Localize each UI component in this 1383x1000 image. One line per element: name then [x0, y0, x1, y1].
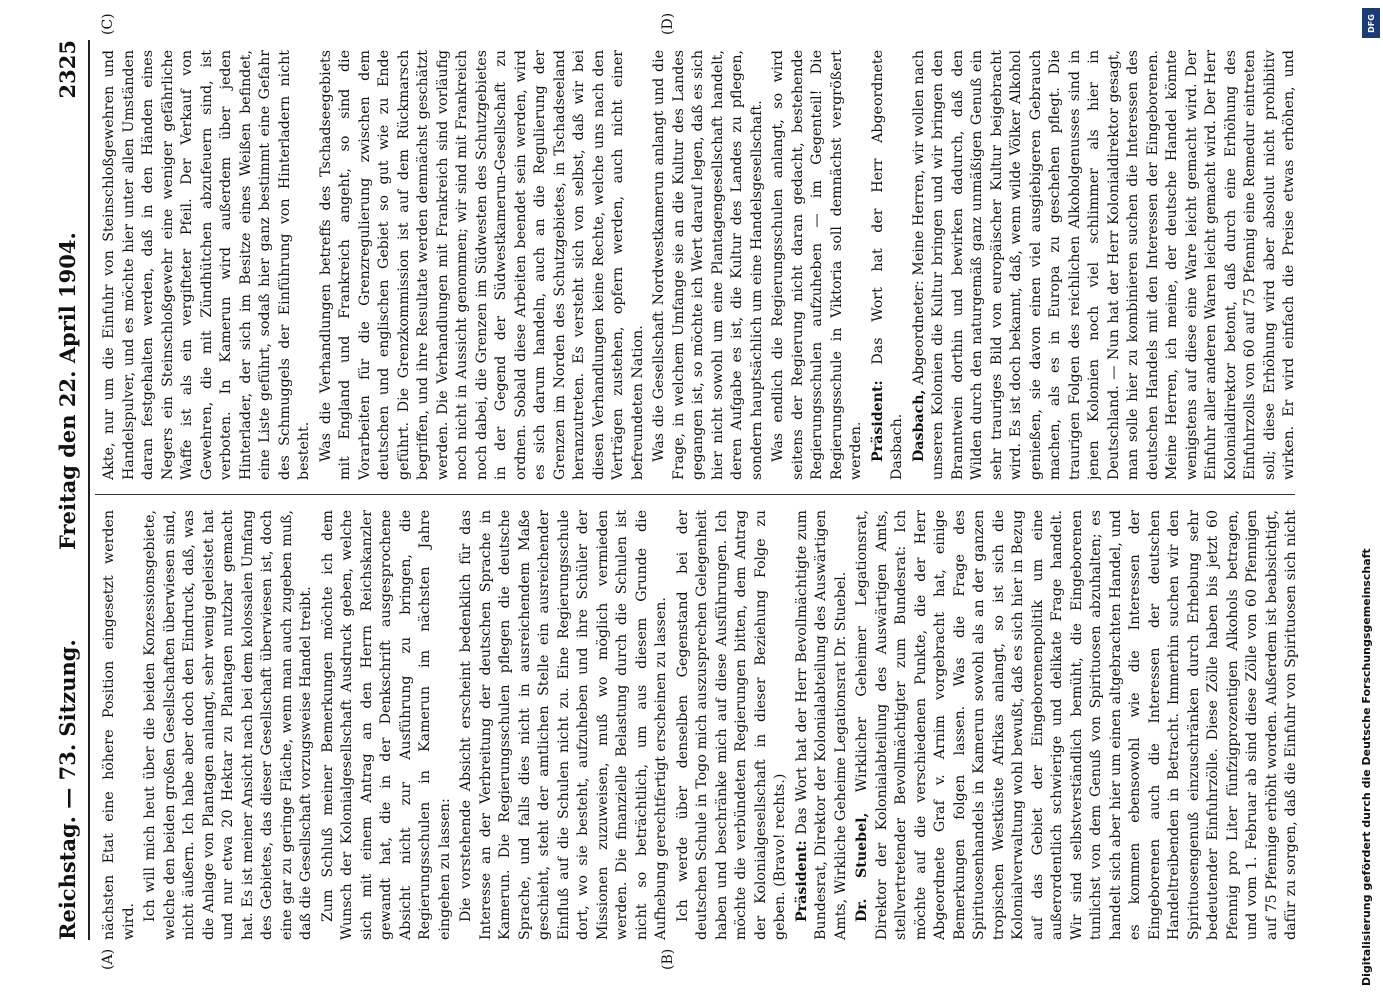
quoted-paragraph: Die vorstehende Absicht erscheint bedenklich für das Interesse an der Verbreitung der deutschen Sprache in Kamerun. Die Regierungsschulen pflegen die deutsche Sprache, und falls dies nicht in ausreichendem Maße geschieht, steht der amtlichen Stelle ein ausreichender Einfluß auf die Schulen nicht zu. Eine Regierungsschule dort, wo sie besteht, aufzuheben und ihre Schüler der Missionen zuzuweisen, muß wo möglich vermieden werden. Die finanzielle Belastung durch die Schulen ist nicht so beträchtlich, um aus diesem Grunde die Aufhebung gerechtfertigt erscheinen zu lassen. — [458, 510, 669, 940]
speech-text: Das Wort hat der Herr Bevollmächtigte zum Bundesrat, Direktor der Kolonialabteilung des Auswärtigen Amts, Wirkliche Geheime Legationsrat Dr. Stuebel. — [793, 510, 849, 940]
paragraph: Was endlich die Regierungsschulen anlangt, so wird seitens der Regierung nicht daran gedacht, bestehende Regierungsschulen aufzuheben — im Gegenteil! Die Regierungsschule in Viktoria soll demnächst vergrößert werden. — [770, 50, 864, 480]
speaker-name: Dr. Stuebel, — [854, 812, 870, 922]
speech-text: Wirklicher Geheimer Legationsrat, Direktor der Kolonialabteilung des Auswärtigen Amts, stellvertretender Bevollmächtigter zum Bundesrat: Ich möchte auf die verschiedenen Punkte, die der Herr Abgeordnete Graf v. Arnim vorgebracht hat, einige Bemerkungen folgen lassen. Was die Frage des Spirituosenhandels in Kamerun sowohl als an der ganzen tropischen Westküste Afrikas anlangt, so ist sich die Kolonialverwaltung wohl bewußt, daß es sich hier in Bezug auf das Gebiet der Eingeborenenpolitik um eine außerordentlich schwierige und delikate Frage handelt. Wir sind selbstverständlich bemüht, die Eingeborenen tunlichst von dem Genuß von Spirituosen abzuhalten; es handelt sich aber hier um einen altgebrachten Handel, und es kommen ebensowohl wie die Interessen der Eingeborenen auch die Interessen der deutschen Handeltreibenden in Betracht. Immerhin suchen wir den Spirituosengenuß einzuschränken durch Erhebung sehr bedeutender Einfuhrzölle. Diese Zölle haben bis jetzt 60 Pfennig pro Liter fünfzigprozentigen Alkohols betragen, und vom 1. Februar ab sind diese Zölle von 60 Pfennigen auf 75 Pfennige erhöht worden. Außerdem ist beabsichtigt, dafür zu sorgen, daß die Einfuhr von Spirituosen sich nicht — [854, 510, 1299, 940]
speaker-paragraph — [793, 510, 852, 940]
speaker-name: Dasbach, — [910, 389, 927, 462]
speech-text: Das Wort hat der Herr Abgeordnete Dasbach. — [869, 50, 905, 480]
paragraph: Zum Schluß meiner Bemerkungen möchte ich dem Wunsch der Kolonialgesellschaft Ausdruck geben, welche sich mit einem Antrag an den Herrn Reichskanzler gewandt hat, die in der Denkschrift ausgesprochene Absicht nicht zur Ausführung zu bringen, die Regierungsschulen in Kamerun im nächsten Jahre eingehen zu lassen: — [319, 510, 453, 940]
dfg-logo: DFG — [1362, 8, 1380, 38]
paragraph: Was die Verhandlungen betreffs des Tschadseegebiets mit England und Frankreich angeht, so sind die Vorarbeiten für die Grenzregulierung zwischen dem deutschen und englischen Gebiet so gut wie zu Ende geführt. Die Grenzkommission ist auf dem Rückmarsch begriffen, und ihre Resultate werden demnächst geschätzt werden. Die Verhandlungen mit Frankreich sind vorläufig noch nicht in Aussicht genommen; wir sind mit Frankreich noch dabei, die Grenzen im Südwesten des Schutzgebietes in der Gegend der Südwestkamerun-Gesellschaft zu ordnen. Sobald diese Arbeiten beendet sein werden, wird es sich darum handeln, auch an die Regulierung der Grenzen im Norden des Schutzgebietes, in Tschadseeland heranzutreten. Es versteht sich von selbst, daß wir bei diesen Verhandlungen keine Rechte, welche uns nach den Verträgen zustehen, opfern werden, auch nicht einer befreundeten Nation. — [317, 50, 646, 480]
header-rule — [88, 40, 90, 940]
page-header — [55, 40, 81, 940]
margin-mark-b: (B) — [660, 948, 676, 970]
paragraph: nächsten Etat eine höhere Position eingesetzt werden wird. — [101, 510, 137, 940]
column-divider — [95, 494, 1295, 495]
digitization-credit: Digitalisierung gefördert durch die Deutsche Forschungsgemeinschaft — [1360, 548, 1373, 986]
speaker-name: Präsident: — [793, 840, 810, 922]
speaker-paragraph — [853, 510, 1300, 940]
paragraph: Akte, nur um die Einfuhr von Steinschloßgewehren und Handelspulver, und es möchte hier unter allen Umständen daran festgehalten werden, daß in den Händen eines Negers ein Steinschloßgewehr eine weniger gefährliche Waffe ist als ein vergifteter Pfeil. Der Verkauf von Gewehren, die mit Zündhütchen abzufeuern sind, ist verboten. In Kamerun wird außerdem über jeden Hinterlader, der sich im Besitze eines Weißen befindet, eine Liste geführt, sodaß hier ganz bestimmt eine Gefahr des Schmuggels der Einführung von Hinterladern nicht besteht. — [101, 50, 312, 480]
margin-mark-c: (C) — [100, 13, 116, 35]
header-date: Freitag den 22. April 1904. — [55, 232, 80, 550]
paragraph: Ich werde über denselben Gegenstand bei der deutschen Schule in Togo mich auszusprechen Gelegenheit haben und beschränke mich auf diese Ausführungen. Ich möchte die verbündeten Regierungen bitten, dem Antrag der Kolonialgesellschaft in dieser Beziehung Folge zu geben. (Bravo! rechts.) — [674, 510, 788, 940]
speech-text: Abgeordneter: Meine Herren, wir wollen nach unseren Kolonien die Kultur bringen und wir bringen den Branntwein dorthin und bewirken dadurch, daß den Wilden durch den naturgemäß ganz unmäßigen Genuß ein sehr trauriges Bild von europäischer Kultur beigebracht wird. Es ist doch bekannt, daß, wenn wilde Völker Alkohol genießen, sie davon einen viel ausgiebigeren Gebrauch machen, als es in Europa zu geschehen pflegt. Die traurigen Folgen des reichlichen Alkoholgenusses sind in jenen Kolonien noch viel schlimmer als hier in Deutschland. — Nun hat der Herr Kolonialdirektor gesagt, man solle hier zu kombinieren suchen die Interessen des deutschen Handels mit den Interessen der Eingeborenen. Meine Herren, ich meine, der deutsche Handel könnte wenigstens auf diese eine Ware leicht gemacht wird. Der Einfuhr aller anderen Waren leicht gemacht wird. Der Herr Kolonialdirektor betont, daß durch eine Erhöhung des Einfuhrzolls von 60 auf 75 Pfennig eine Remedur eintreten soll; diese Erhöhung wird aber absolut nicht prohibitiv wirken. Er wird einfach die Preise etwas erhöhen, und — [910, 50, 1297, 480]
page-number: 2325 — [55, 40, 80, 99]
paragraph: Was die Gesellschaft Nordwestkamerun anlangt und die Frage, in welchem Umfange sie an die Kultur des Landes gegangen ist, so möchte ich Wert darauf legen, daß es sich hier nicht sowohl um eine Plantagengesellschaft handelt, deren Aufgabe es ist, die Kultur des Landes zu pflegen, sondern hauptsächlich um eine Handelsgesellschaft. — [651, 50, 765, 480]
margin-mark-d: (D) — [660, 12, 676, 35]
header-left: Reichstag. — 73. Sitzung. — [55, 639, 80, 940]
speaker-paragraph — [869, 50, 908, 480]
speaker-name: Präsident: — [869, 380, 886, 462]
paragraph: Ich will mich heut über die beiden Konzessionsgebiete, welche den beiden großen Gesellschaften überwiesen sind, nicht äußern. Ich habe aber doch den Eindruck, daß, was die Anlage von Plantagen anlangt, sehr wenig geleistet hat und nur etwa 20 Hektar zu Plantagen nutzbar gemacht hat. Es ist meiner Ansicht nach bei dem kolossalen Umfang des Gebietes, das dieser Gesellschaft überwiesen ist, doch eine gar zu geringe Fläche, wenn man auch zugeben muß, daß die Gesellschaft vorzugsweise Handel treibt. — [142, 510, 314, 940]
margin-mark-a: (A) — [100, 948, 116, 970]
speaker-paragraph — [910, 50, 1301, 480]
column-left — [100, 510, 1300, 940]
column-right — [100, 50, 1300, 480]
